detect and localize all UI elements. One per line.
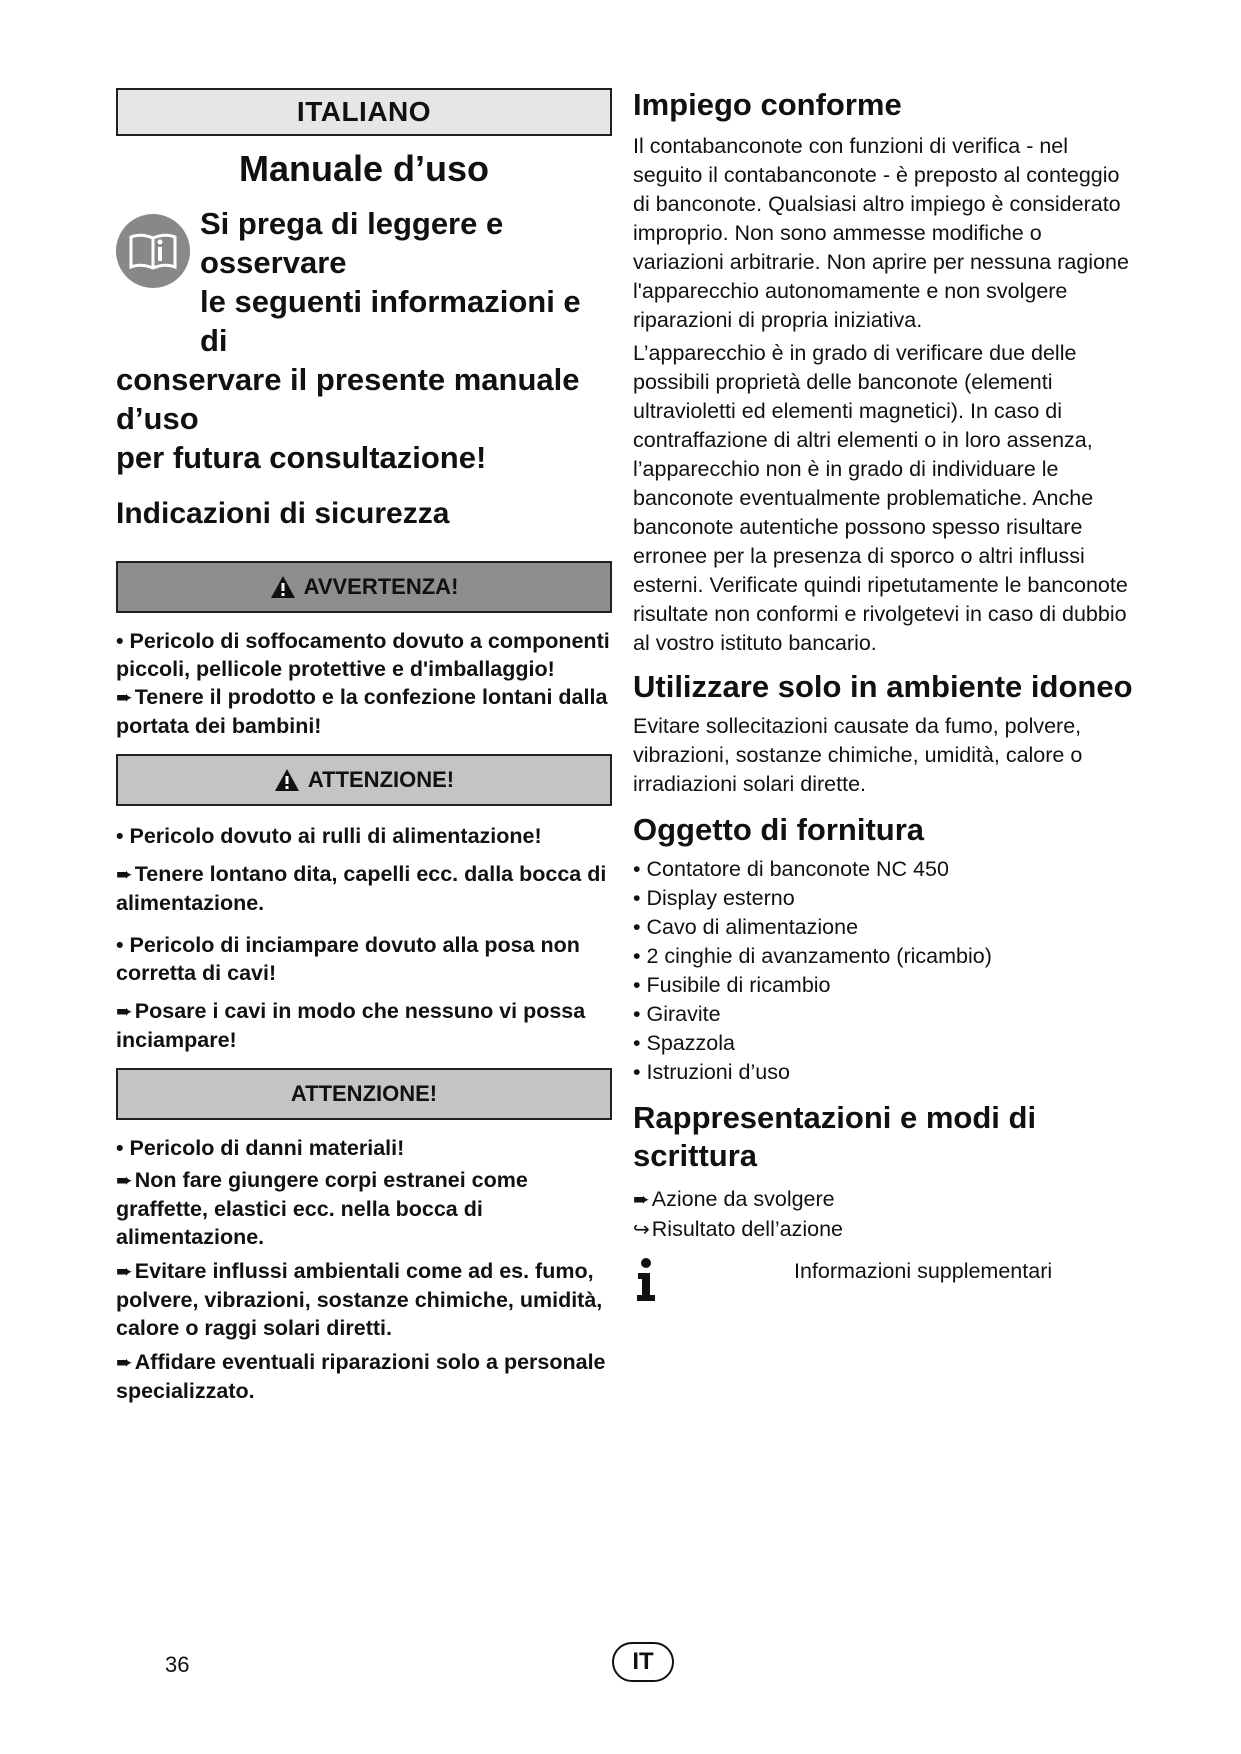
delivery-item: • 2 cinghie di avanzamento (ricambio) [633, 944, 992, 968]
action-arrow-icon: ➨ [116, 1170, 133, 1192]
warning-box [116, 561, 612, 613]
page-number: 36 [165, 1652, 190, 1677]
caution-box [116, 754, 612, 806]
warning-hazard: • Pericolo di soffocamento dovuto a componenti piccoli, pellicole protettive e d'imballaggio! [116, 629, 610, 681]
conventions-title: Rappresentazioni e modi di scrittura [633, 1100, 1037, 1173]
caution-hazard-2: • Pericolo di inciampare dovuto alla posa non corretta di cavi! [116, 933, 580, 985]
delivery-title: Oggetto di fornitura [633, 812, 925, 847]
read-notice-line3: conservare il presente manuale d’uso [116, 362, 580, 436]
delivery-item: • Spazzola [633, 1031, 735, 1055]
delivery-item: • Cavo di alimentazione [633, 915, 859, 939]
notice-action-2: Evitare influssi ambientali come ad es. fumo, polvere, vibrazioni, sostanze chimiche, umidità, calore o raggi solari diretti. [116, 1259, 603, 1340]
convention-result [633, 1215, 1133, 1245]
convention-action [633, 1185, 1133, 1215]
notice-box [116, 1068, 612, 1120]
delivery-item: • Display esterno [633, 886, 795, 910]
intended-use-para-2: L’apparecchio è in grado di verificare due delle possibili proprietà delle banconote (elementi ultravioletti ed elementi magnetici). In caso di contraffazione di altri elementi o in loro assenza, l’apparecchio non è in grado di individuare le banconote eventualmente problematiche. Anche banconote autentiche possono spesso risultare erronee per la presenza di sporco o altri influssi esterni. Verificate quindi ripetutamente le banconote risultate non conformi e rivolgetevi in caso di dubbio al vostro istituto bancario. [633, 341, 1128, 655]
notice-action-3: Affidare eventuali riparazioni solo a personale specializzato. [116, 1350, 606, 1403]
action-arrow-icon: ➨ [116, 687, 133, 709]
environment-text: Evitare sollecitazioni causate da fumo, polvere, vibrazioni, sostanze chimiche, umidità, calore o irradiazioni solari dirette. [633, 714, 1083, 796]
warning-triangle-icon [270, 575, 296, 599]
read-notice-line4: per futura consultazione! [116, 440, 487, 475]
warning-triangle-icon [274, 768, 300, 792]
read-notice-line2: le seguenti informazioni e di [200, 284, 581, 358]
result-arrow-icon: ↪ [633, 1219, 650, 1241]
language-badge [612, 1642, 674, 1682]
read-notice [116, 204, 612, 477]
convention-action-label: Azione da svolgere [651, 1187, 835, 1211]
intended-use-title: Impiego conforme [633, 87, 902, 122]
manual-title: Manuale d’uso [238, 148, 490, 189]
action-arrow-icon: ➨ [116, 864, 133, 886]
convention-result-label: Risultato dell’azione [651, 1217, 843, 1241]
caution-content [116, 822, 612, 1054]
warning-content [116, 627, 612, 740]
convention-info [633, 1251, 1133, 1303]
caution-label: ATTENZIONE! [307, 767, 455, 792]
convention-info-label: Informazioni supplementari [794, 1259, 1053, 1283]
language-code: IT [632, 1648, 654, 1675]
caution-action-2: Posare i cavi in modo che nessuno vi possa inciampare! [116, 999, 586, 1052]
notice-hazard: • Pericolo di danni materiali! [116, 1136, 405, 1160]
safety-title: Indicazioni di sicurezza [116, 497, 450, 530]
action-arrow-icon: ➨ [116, 1261, 133, 1283]
notice-content [116, 1134, 612, 1405]
warning-action: Tenere il prodotto e la confezione lontani dalla portata dei bambini! [116, 685, 608, 738]
read-manual-icon [116, 214, 190, 288]
warning-label: AVVERTENZA! [303, 574, 459, 599]
notice-action-1: Non fare giungere corpi estranei come graffette, elastici ecc. nella bocca di alimentazione. [116, 1168, 528, 1249]
delivery-item: • Istruzioni d’uso [633, 1060, 790, 1084]
info-icon [633, 1257, 659, 1303]
action-arrow-icon: ➨ [116, 1352, 133, 1374]
right-column [633, 86, 1133, 1303]
caution-action-1: Tenere lontano dita, capelli ecc. dalla bocca di alimentazione. [116, 862, 607, 915]
intended-use-para-1: Il contabanconote con funzioni di verifica - nel seguito il contabanconote - è preposto al conteggio di banconote. Qualsiasi altro impiego è considerato improprio. Non sono ammesse modifiche o variazioni arbitrarie. Non aprire per nessuna ragione l'apparecchio autonomamente e non svolgere riparazioni di propria iniziativa. [633, 134, 1129, 332]
delivery-item: • Contatore di banconote NC 450 [633, 857, 949, 881]
caution-hazard-1: • Pericolo dovuto ai rulli di alimentazione! [116, 824, 542, 848]
environment-title: Utilizzare solo in ambiente idoneo [633, 669, 1133, 704]
delivery-item: • Giravite [633, 1002, 721, 1026]
notice-label: ATTENZIONE! [290, 1081, 438, 1106]
language-header [116, 88, 612, 136]
delivery-item: • Fusibile di ricambio [633, 973, 831, 997]
language-label: ITALIANO [296, 96, 432, 127]
action-arrow-icon: ➨ [633, 1189, 650, 1211]
delivery-list [633, 855, 1133, 1087]
action-arrow-icon: ➨ [116, 1001, 133, 1023]
left-column [116, 88, 612, 1405]
read-notice-line1: Si prega di leggere e osservare [200, 206, 504, 280]
